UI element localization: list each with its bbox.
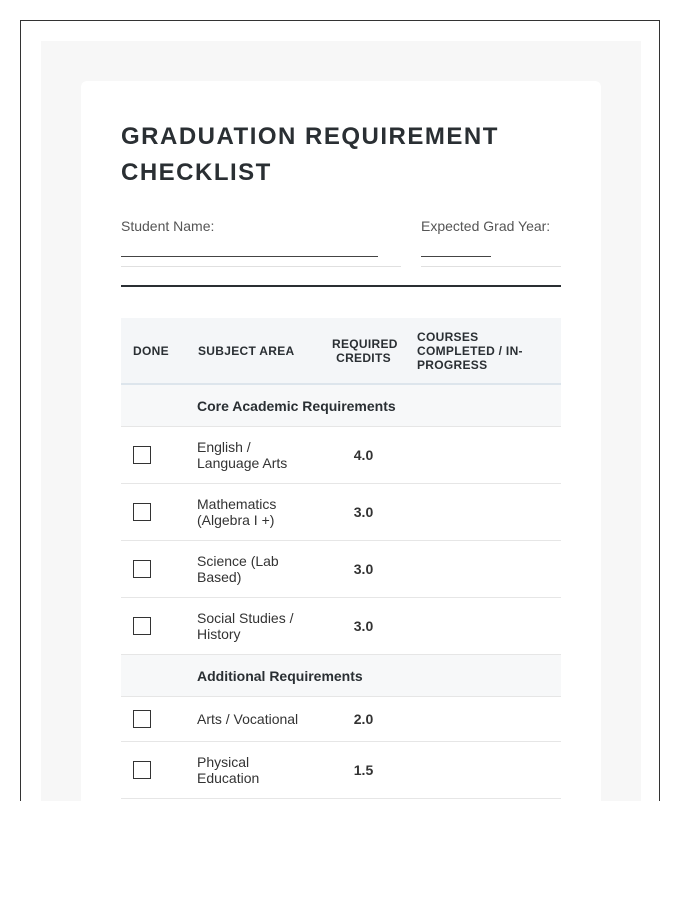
student-name-field[interactable] (121, 218, 401, 267)
grad-year-label: Expected Grad Year: (421, 218, 551, 234)
done-checkbox[interactable] (133, 761, 151, 779)
credits-cell: 1.5 (320, 742, 407, 799)
header-divider (121, 285, 561, 287)
done-checkbox[interactable] (133, 560, 151, 578)
subject-cell: Science (Lab Based) (186, 541, 320, 598)
done-checkbox[interactable] (133, 617, 151, 635)
student-name-label: Student Name: (121, 218, 215, 234)
credits-cell: 3.0 (320, 541, 407, 598)
done-checkbox[interactable] (133, 446, 151, 464)
section-row (121, 655, 561, 697)
table-row (121, 541, 561, 598)
courses-cell[interactable] (407, 598, 561, 655)
courses-cell[interactable] (407, 541, 561, 598)
header-done: DONE (121, 318, 186, 384)
grad-year-field[interactable] (421, 218, 561, 267)
page-frame (20, 20, 660, 801)
credits-cell: 4.0 (320, 427, 407, 484)
courses-cell[interactable] (407, 742, 561, 799)
done-checkbox[interactable] (133, 503, 151, 521)
done-checkbox[interactable] (133, 710, 151, 728)
table-header-row (121, 318, 561, 384)
table-row (121, 598, 561, 655)
requirements-table (121, 318, 561, 799)
credits-cell: 3.0 (320, 484, 407, 541)
subject-cell: Social Studies / History (186, 598, 320, 655)
courses-cell[interactable] (407, 697, 561, 742)
subject-cell: Physical Education (186, 742, 320, 799)
courses-cell[interactable] (407, 427, 561, 484)
table-row (121, 427, 561, 484)
subject-cell: Arts / Vocational (186, 697, 320, 742)
checklist-card (81, 81, 601, 801)
grad-year-line (421, 256, 491, 257)
header-required-credits: REQUIRED CREDITS (320, 318, 407, 384)
page-background (41, 41, 641, 801)
section-label: Additional Requirements (186, 655, 561, 697)
student-name-line (121, 256, 378, 257)
header-courses-completed: COURSES COMPLETED / IN-PROGRESS (407, 318, 561, 384)
credits-cell: 3.0 (320, 598, 407, 655)
section-row (121, 384, 561, 427)
header-subject-area: SUBJECT AREA (186, 318, 320, 384)
section-label: Core Academic Requirements (186, 384, 561, 427)
page-title: GRADUATION REQUIREMENT CHECKLIST (121, 123, 499, 186)
table-row (121, 484, 561, 541)
table-row (121, 742, 561, 799)
courses-cell[interactable] (407, 484, 561, 541)
table-row (121, 697, 561, 742)
credits-cell: 2.0 (320, 697, 407, 742)
subject-cell: Mathematics (Algebra I +) (186, 484, 320, 541)
subject-cell: English / Language Arts (186, 427, 320, 484)
